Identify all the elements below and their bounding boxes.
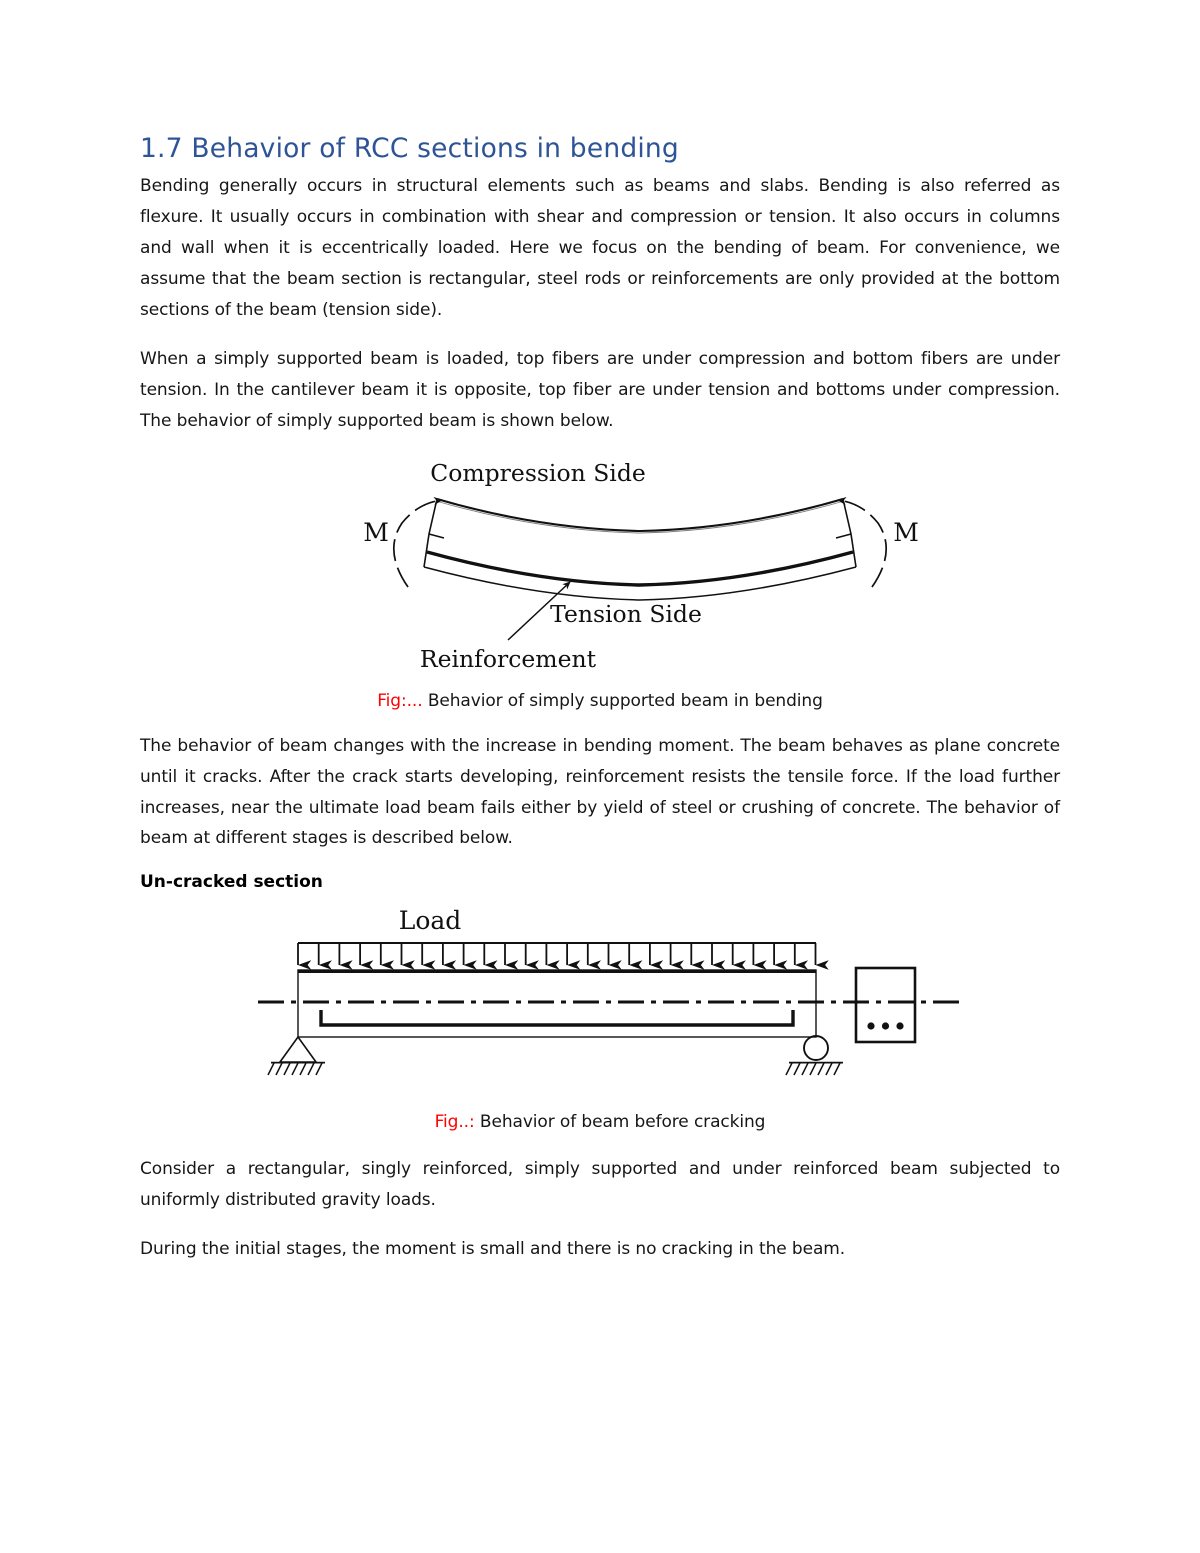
beam-left-face-notch	[429, 534, 444, 538]
rebar-dot	[867, 1023, 874, 1030]
moment-arrow-right	[838, 500, 886, 587]
paragraph-intro: Bending generally occurs in structural elements such as beams and slabs. Bending is also referred as flexure. It usually occurs in combination with shear and compression or tension. It also occurs in columns and wall when it is eccentrically loaded. Here we focus on the bending of beam. For convenience, we assume that the beam section is rectangular, steel rods or reinforcements are only provided at the bottom sections of the beam (tension side).	[140, 176, 1060, 320]
figure-loaded-beam-svg	[140, 898, 1060, 1094]
figure-2-caption-tag: Fig..:	[434, 1112, 475, 1133]
label-reinforcement: Reinforcement	[419, 644, 597, 673]
figure-1-caption-tag: Fig:...	[377, 690, 423, 711]
figure-loaded-beam	[140, 898, 1060, 1094]
figure-1-caption	[140, 691, 1060, 711]
document-content	[140, 132, 1060, 1265]
beam-right-face	[843, 499, 856, 567]
support-pinned-left	[268, 1037, 325, 1075]
beam-reinforcement-line	[427, 552, 853, 585]
figure-bending-beam-svg	[140, 455, 1060, 677]
support-roller-right	[786, 1036, 843, 1075]
beam-outline	[298, 970, 816, 1037]
paragraph-fiber-behavior: When a simply supported beam is loaded, top fibers are under compression and bottom fibers are under tension. In the cantilever beam it is opposite, top fiber are under tension and bottoms under compression. The behavior of simply supported beam is shown below.	[140, 348, 1060, 431]
label-compression-side: Compression Side	[430, 458, 646, 487]
load-arrow-group	[298, 943, 816, 965]
moment-arrow-left	[394, 500, 442, 587]
paragraph-consider-beam: Consider a rectangular, singly reinforced, simply supported and under reinforced beam subjected to uniformly distributed gravity loads.	[140, 1159, 1060, 1211]
figure-bending-beam	[140, 455, 1060, 677]
paragraph-initial-stages: During the initial stages, the moment is small and there is no cracking in the beam.	[140, 1239, 846, 1260]
figure-2-caption	[140, 1112, 1060, 1132]
label-tension-side: Tension Side	[550, 599, 702, 628]
page-title: 1.7 Behavior of RCC sections in bending	[140, 133, 679, 164]
rebar-dot	[896, 1023, 903, 1030]
figure-2-caption-text: Behavior of beam before cracking	[474, 1112, 766, 1133]
figure-1-caption-text: Behavior of simply supported beam in bending	[422, 690, 823, 711]
beam-left-face	[424, 499, 437, 567]
beam-top-edge-shadow	[436, 501, 844, 533]
beam-reinforcement-bracket	[321, 1010, 793, 1025]
rebar-dot	[882, 1023, 889, 1030]
beam-top-edge	[437, 499, 843, 531]
label-load: Load	[398, 906, 462, 936]
paragraph-beam-stages: The behavior of beam changes with the increase in bending moment. The beam behaves as plane concrete until it cracks. After the crack starts developing, reinforcement resists the tensile force. If the load further increases, near the ultimate load beam fails either by yield of steel or crushing of concrete. The behavior of beam at different stages is described below.	[140, 735, 1060, 849]
subheading-uncracked-section: Un-cracked section	[140, 872, 323, 893]
label-moment-right: M	[893, 517, 919, 547]
beam-right-face-notch	[836, 534, 851, 538]
beam-cross-section	[856, 968, 915, 1042]
label-moment-left: M	[363, 517, 389, 547]
